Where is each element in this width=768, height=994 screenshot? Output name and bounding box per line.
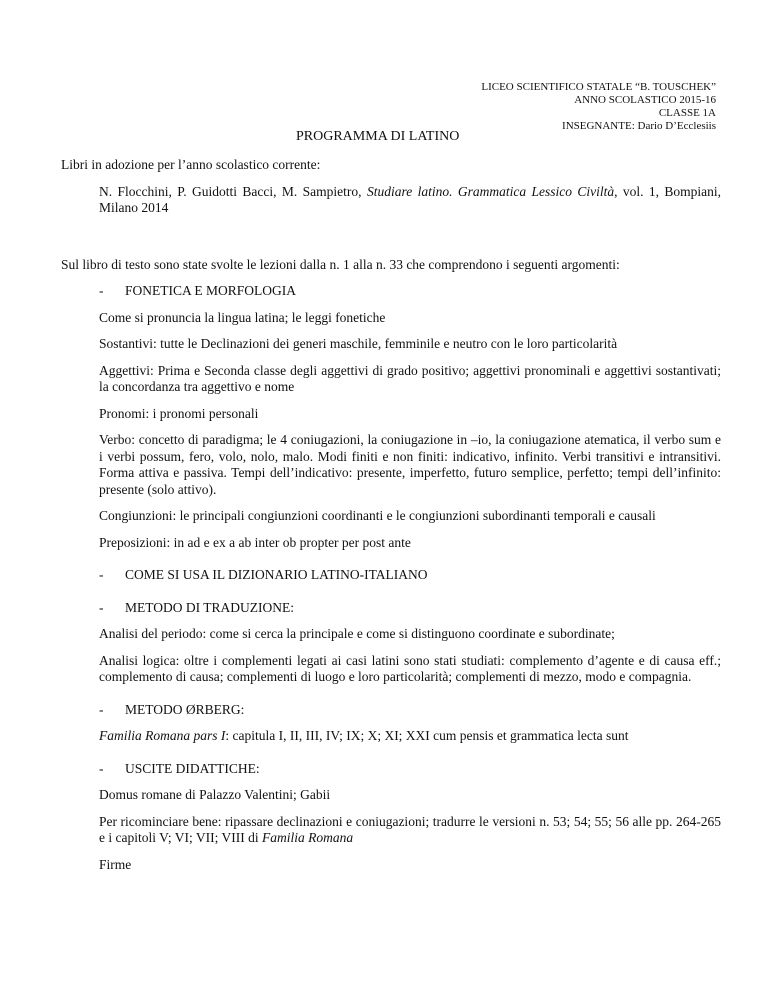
section-heading-uscite <box>99 761 721 778</box>
book-authors: N. Flocchini, P. Guidotti Bacci, M. Sampietro, <box>99 183 367 199</box>
lessons-intro: Sul libro di testo sono state svolte le lezioni dalla n. 1 alla n. 33 che comprendono i seguenti argomenti: <box>61 256 620 272</box>
topic-analisi-periodo: Analisi del periodo: come si cerca la principale e come si distinguono coordinate e subordinate; <box>99 626 615 641</box>
dash-marker: - <box>99 599 104 615</box>
dash-marker: - <box>99 760 104 776</box>
book-reference <box>99 184 721 217</box>
ricominciare-book-title: Familia Romana <box>261 830 354 845</box>
section-heading-label: METODO ØRBERG: <box>125 701 245 717</box>
topic-aggettivi: Aggettivi: Prima e Seconda classe degli aggettivi di grado positivo; aggettivi pronominali e aggettivi sostantivati; la concordanza tra aggettivo e nome <box>99 362 721 394</box>
section-heading-label: USCITE DIDATTICHE: <box>125 760 260 776</box>
topic-uscite: Domus romane di Palazzo Valentini; Gabii <box>99 787 331 802</box>
topic-pronuncia: Come si pronuncia la lingua latina; le leggi fonetiche <box>99 309 386 325</box>
document-header <box>481 81 716 133</box>
section-heading-orberg <box>99 702 721 719</box>
teacher-name: INSEGNANTE: Dario D’Ecclesiis <box>562 120 716 132</box>
class-name: CLASSE 1A <box>658 107 716 119</box>
topic-pronomi: Pronomi: i pronomi personali <box>99 405 259 421</box>
topic-familia-romana <box>99 728 721 745</box>
dash-marker: - <box>99 283 104 298</box>
book-details: , vol. 1, Bompiani, Milano 2014 <box>99 183 722 215</box>
page-title: PROGRAMMA DI LATINO <box>296 129 460 144</box>
signatures-label: Firme <box>99 856 132 872</box>
book-title: Studiare latino. Grammatica Lessico Civiltà <box>366 183 615 199</box>
dash-marker: - <box>99 701 104 717</box>
familia-romana-title: Familia Romana pars I <box>99 728 226 743</box>
section-heading-dizionario <box>99 567 721 584</box>
document-body <box>61 157 721 873</box>
topic-congiunzioni: Congiunzioni: le principali congiunzioni coordinanti e le congiunzioni subordinanti temporali e causali <box>99 508 656 523</box>
topic-sostantivi: Sostantivi: tutte le Declinazioni dei generi maschile, femminile e neutro con le loro particolarità <box>99 336 618 351</box>
ricominciare-text: Per ricominciare bene: ripassare declinazioni e coniugazioni; tradurre le versioni n. 53; 54; 55; 56 alle pp. 264-265 e i capitoli V; VI; VII; VIII di <box>99 813 721 845</box>
ricominciare-paragraph <box>99 814 721 847</box>
school-name: LICEO SCIENTIFICO STATALE “B. TOUSCHEK” <box>481 81 716 93</box>
dash-marker: - <box>99 567 104 582</box>
books-intro: Libri in adozione per l’anno scolastico corrente: <box>61 157 321 172</box>
section-heading-label: COME SI USA IL DIZIONARIO LATINO-ITALIANO <box>125 567 428 582</box>
section-heading-label: FONETICA E MORFOLOGIA <box>125 283 297 298</box>
school-year: ANNO SCOLASTICO 2015-16 <box>574 94 716 106</box>
section-heading-traduzione <box>99 600 721 617</box>
section-heading-fonetica <box>99 283 721 300</box>
familia-romana-text: : capitula I, II, III, IV; IX; X; XI; XXI cum pensis et grammatica lecta sunt <box>225 728 629 743</box>
section-heading-label: METODO DI TRADUZIONE: <box>125 599 294 615</box>
topic-analisi-logica: Analisi logica: oltre i complementi legati ai casi latini sono stati studiati: complemento d’agente e di causa eff.; complemento di causa; complementi di luogo e loro particolarità; complementi di mezzo, modo e compagnia. <box>99 652 721 684</box>
topic-preposizioni: Preposizioni: in ad e ex a ab inter ob propter per post ante <box>99 534 411 550</box>
topic-verbo: Verbo: concetto di paradigma; le 4 coniugazioni, la coniugazione in –io, la coniugazione atematica, il verbo sum e i verbi possum, fero, volo, nolo, malo. Modi finiti e non finiti: indicativo, infinito. Verbi transitivi e intransitivi. Forma attiva e passiva. Tempi dell’indicativo: presente, imperfetto, futuro semplice, perfetto; tempi dell’infinito: presente (solo attivo). <box>99 432 721 497</box>
